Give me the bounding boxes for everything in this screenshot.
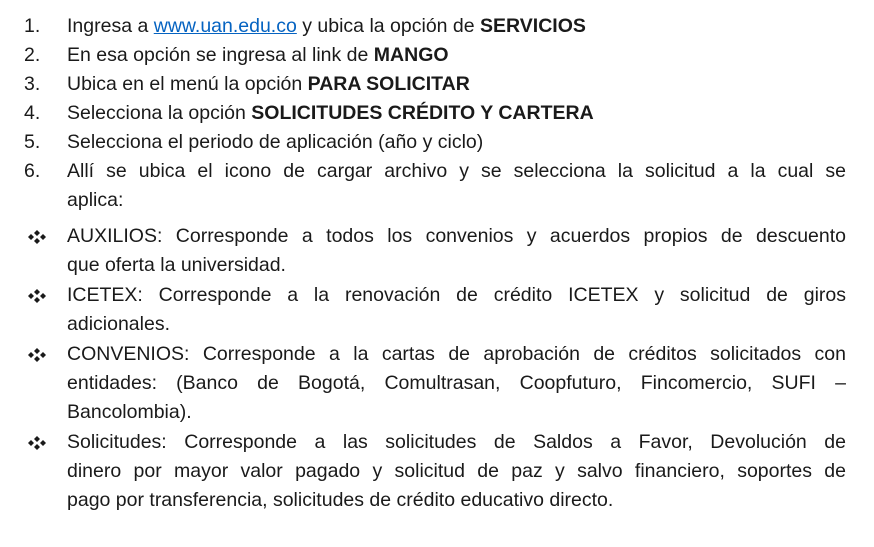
bullet-text: Bancolombia). xyxy=(67,401,192,423)
four-diamond-bullet-icon xyxy=(28,281,50,310)
step-5 xyxy=(0,128,874,157)
step-number: 2. xyxy=(24,44,41,66)
step-text: En esa opción se ingresa al link de MANGO xyxy=(67,44,449,66)
step-text: Ubica en el menú la opción PARA SOLICITAR xyxy=(67,73,470,95)
bullet-convenios-continuation xyxy=(0,398,874,427)
bullet-convenios-continuation xyxy=(0,369,874,398)
bullet-auxilios-continuation xyxy=(0,251,874,280)
bullet-convenios xyxy=(0,340,874,369)
step-number: 6. xyxy=(24,160,41,182)
four-diamond-bullet-icon xyxy=(28,340,50,369)
bullet-icetex xyxy=(0,281,874,310)
bullet-text: dinero por mayor valor pagado y solicitud de paz y salvo financiero, soportes de xyxy=(67,460,846,482)
step-number: 4. xyxy=(24,102,41,124)
bullet-auxilios xyxy=(0,222,874,251)
step-number: 5. xyxy=(24,131,41,153)
bullet-text: adicionales. xyxy=(67,313,170,335)
step-1 xyxy=(0,12,874,41)
four-diamond-bullet-icon xyxy=(28,222,50,251)
bullet-solicitudes xyxy=(0,428,874,457)
step-text: Ingresa a www.uan.edu.co y ubica la opción de SERVICIOS xyxy=(67,15,586,37)
bullet-text: que oferta la universidad. xyxy=(67,254,286,276)
bullet-solicitudes-continuation xyxy=(0,457,874,486)
bullet-icetex-continuation xyxy=(0,310,874,339)
step-number: 1. xyxy=(24,15,41,37)
step-text: Selecciona el periodo de aplicación (año y ciclo) xyxy=(67,131,484,153)
bullet-solicitudes-continuation xyxy=(0,486,874,515)
four-diamond-bullet-icon xyxy=(28,428,50,457)
option-servicios: SERVICIOS xyxy=(480,15,586,37)
step-number: 3. xyxy=(24,73,41,95)
step-3 xyxy=(0,70,874,99)
option-solicitudes-credito-cartera: SOLICITUDES CRÉDITO Y CARTERA xyxy=(251,102,594,124)
bullet-text: pago por transferencia, solicitudes de crédito educativo directo. xyxy=(67,489,614,511)
bullet-text: entidades: (Banco de Bogotá, Comultrasan, Coopfuturo, Fincomercio, SUFI – xyxy=(67,372,846,394)
step-6-continuation xyxy=(0,186,874,215)
option-mango: MANGO xyxy=(373,44,449,66)
uan-website-link[interactable]: www.uan.edu.co xyxy=(153,15,297,37)
step-6 xyxy=(0,157,874,186)
bullet-text: AUXILIOS: Corresponde a todos los convenios y acuerdos propios de descuento xyxy=(67,225,846,247)
bullet-text: Solicitudes: Corresponde a las solicitudes de Saldos a Favor, Devolución de xyxy=(67,431,846,453)
bullet-text: ICETEX: Corresponde a la renovación de crédito ICETEX y solicitud de giros xyxy=(67,284,846,306)
step-text: Allí se ubica el icono de cargar archivo y se selecciona la solicitud a la cual se xyxy=(67,160,846,182)
option-para-solicitar: PARA SOLICITAR xyxy=(307,73,470,95)
step-text: Selecciona la opción SOLICITUDES CRÉDITO Y CARTERA xyxy=(67,102,594,124)
step-2 xyxy=(0,41,874,70)
bullet-text: CONVENIOS: Corresponde a la cartas de aprobación de créditos solicitados con xyxy=(67,343,846,365)
step-4 xyxy=(0,99,874,128)
step-text: aplica: xyxy=(67,189,124,211)
